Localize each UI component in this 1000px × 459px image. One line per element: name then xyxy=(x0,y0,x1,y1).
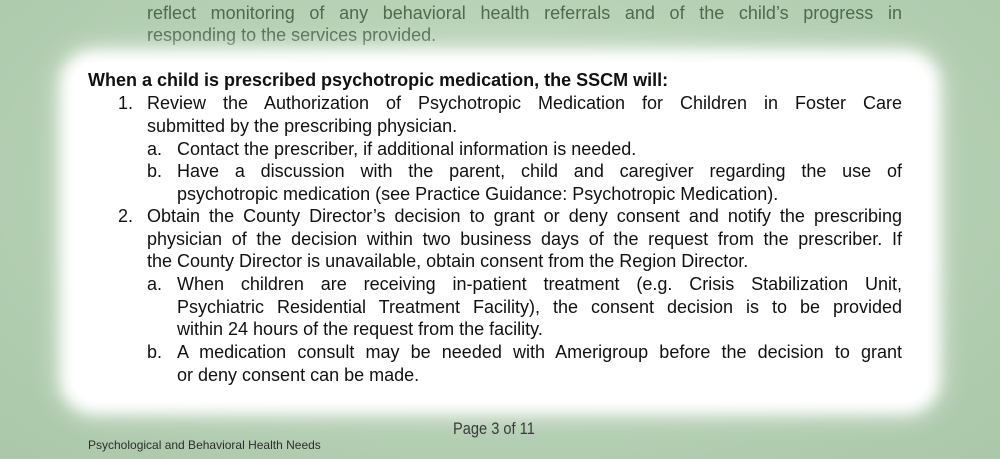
sublist-item-text xyxy=(177,138,902,161)
list-number: 2. xyxy=(118,206,134,226)
list-item-text xyxy=(147,92,902,137)
sublist-letter: b. xyxy=(147,342,163,362)
sublist-item-line: Contact the prescriber, if additional information is needed. xyxy=(177,139,637,159)
list-item-line: Obtain the County Director’s decision to grant or deny consent and notify the prescribing xyxy=(147,206,902,226)
list-item-line: the County Director is unavailable, obtain consent from the Region Director. xyxy=(147,251,749,272)
sublist-item-line: Have a discussion with the parent, child and caregiver regarding the use of xyxy=(177,161,902,181)
list-item-line: physician of the decision within two business days of the request from the prescriber. If xyxy=(147,228,902,249)
sublist-item-line: psychotropic medication (see Practice Guidance: Psychotropic Medication). xyxy=(177,183,779,204)
sublist-item-text xyxy=(177,160,902,205)
sublist-item-line: When children are receiving in-patient treatment (e.g. Crisis Stabilization Unit, xyxy=(177,274,902,294)
list-number: 1. xyxy=(118,93,134,113)
sublist-item-line: Psychiatric Residential Treatment Facility), the consent decision is to be provided xyxy=(177,296,902,317)
paragraph-line: reflect monitoring of any behavioral health referrals and of the child’s progress in xyxy=(147,3,902,23)
footer-document-title: Psychological and Behavioral Health Needs xyxy=(88,438,321,452)
list-item-line: Review the Authorization of Psychotropic Medication for Children in Foster Care xyxy=(147,93,902,113)
list-item-text xyxy=(147,205,902,273)
sublist-item-line: or deny consent can be made. xyxy=(177,364,420,385)
sublist-item-line: A medication consult may be needed with Amerigroup before the decision to grant xyxy=(177,342,902,362)
sublist-letter: a. xyxy=(147,274,163,294)
paragraph-line: responding to the services provided. xyxy=(147,25,437,45)
sublist-item-line: within 24 hours of the request from the facility. xyxy=(177,319,543,340)
sublist-item-text xyxy=(177,341,902,386)
section-heading: When a child is prescribed psychotropic medication, the SSCM will: xyxy=(88,70,669,90)
list-item-line: submitted by the prescribing physician. xyxy=(147,115,458,136)
sublist-letter: a. xyxy=(147,139,163,159)
sublist-item-text xyxy=(177,273,902,341)
page-number: Page 3 of 11 xyxy=(453,419,535,438)
sublist-letter: b. xyxy=(147,161,163,181)
